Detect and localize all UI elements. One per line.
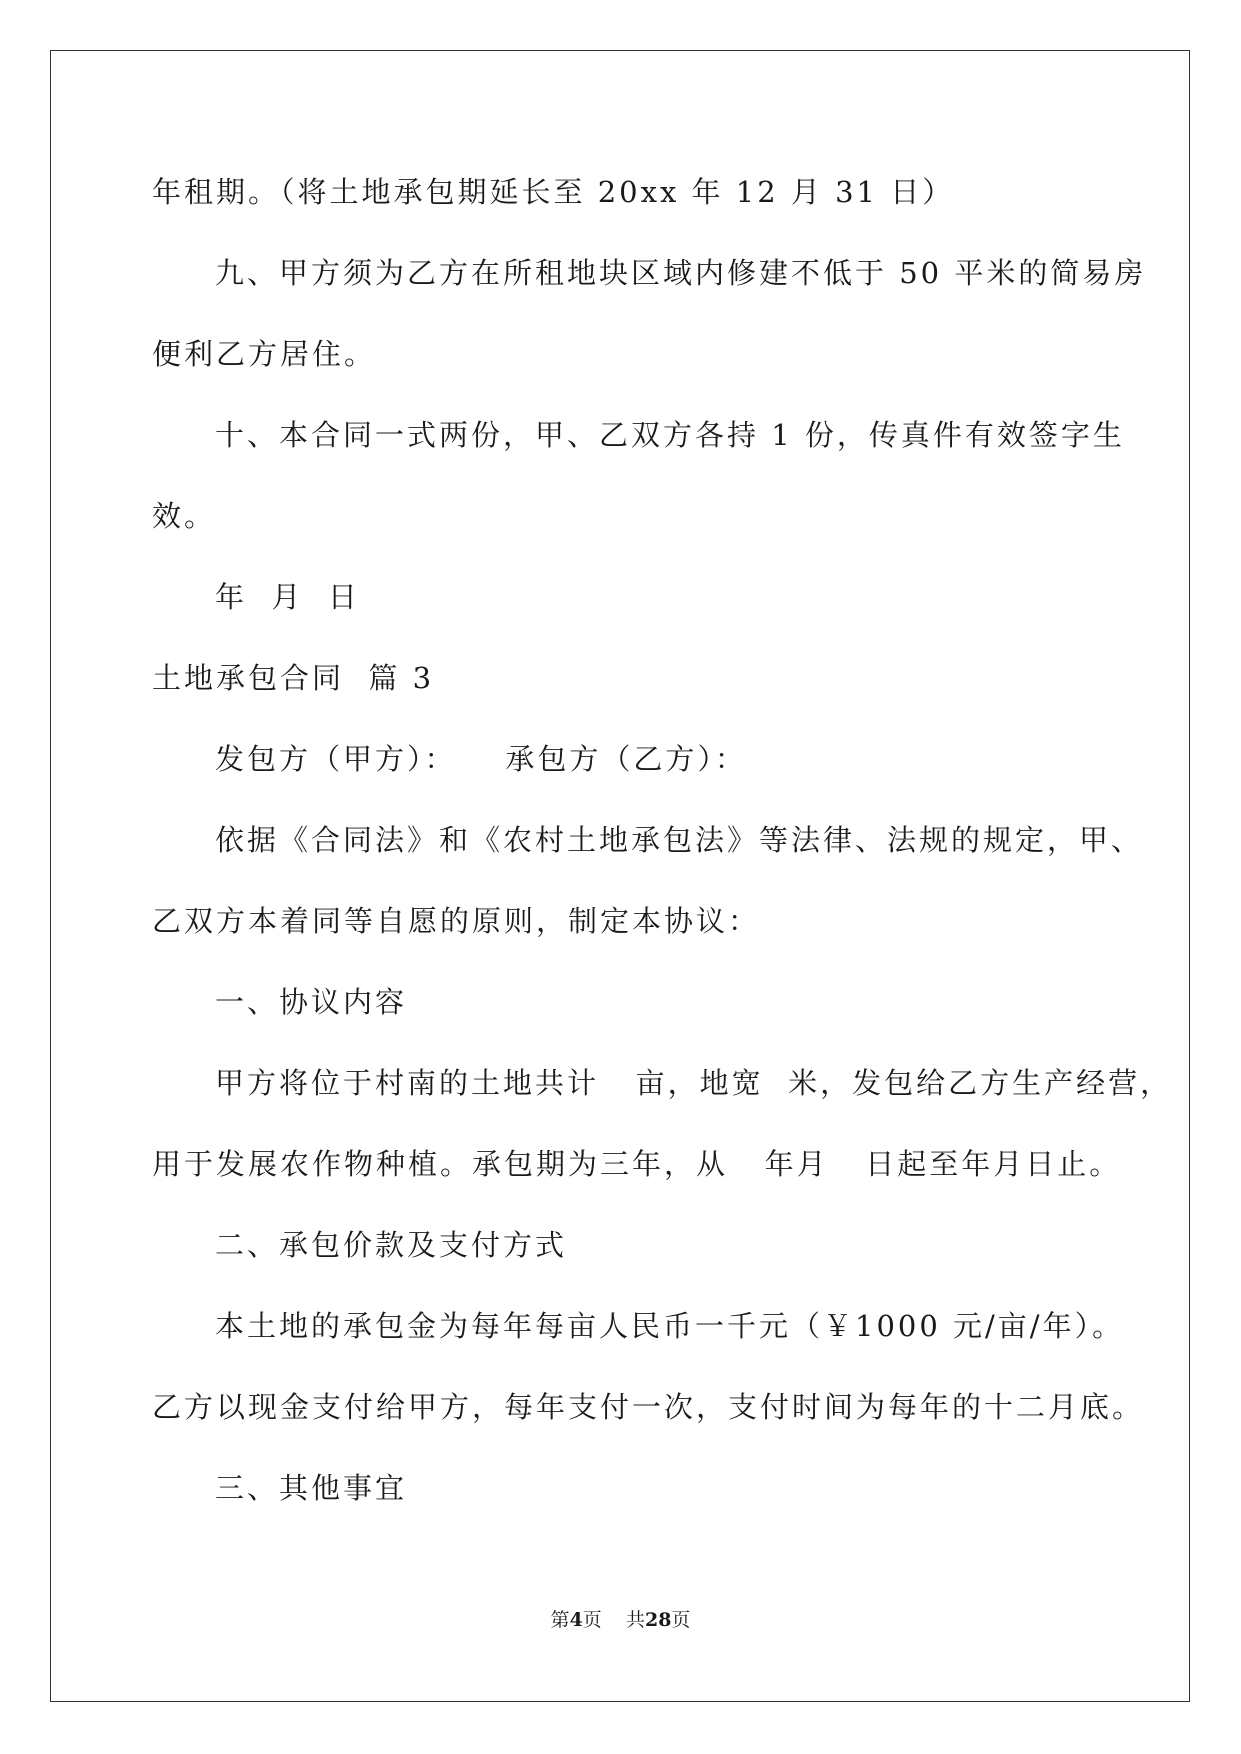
preamble: 依据《合同法》和《农村土地承包法》等法律、法规的规定，甲、	[215, 823, 1144, 857]
page-border	[50, 50, 1190, 1702]
parties-line: 发包方（甲方）： 承包方（乙方）：	[215, 742, 747, 776]
body-line: 用于发展农作物种植。承包期为三年，从 年月 日起至年月日止。	[152, 1147, 1122, 1181]
footer-suffix: 页	[671, 1609, 691, 1631]
body-line: 本土地的承包金为每年每亩人民币一千元（￥1000 元/亩/年）。	[215, 1309, 1125, 1343]
heading-agreement-content: 一、协议内容	[215, 985, 408, 1019]
body-line: 乙双方本着同等自愿的原则，制定本协议：	[152, 904, 761, 938]
footer-prefix: 第	[550, 1609, 570, 1631]
date-line: 年 月 日	[215, 580, 360, 614]
heading-other-matters: 三、其他事宜	[215, 1471, 408, 1505]
total-page-number: 28	[644, 1609, 672, 1631]
body-line: 乙方以现金支付给甲方，每年支付一次，支付时间为每年的十二月底。	[152, 1390, 1145, 1424]
body-line: 效。	[152, 499, 217, 533]
section-title: 土地承包合同 篇 3	[152, 661, 435, 695]
body-line: 甲方将位于村南的土地共计 亩，地宽 米，发包给乙方生产经营，	[215, 1066, 1173, 1100]
clause-nine: 九、甲方须为乙方在所租地块区域内修建不低于 50 平米的简易房	[215, 256, 1147, 290]
clause-ten: 十、本合同一式两份，甲、乙双方各持 1 份，传真件有效签字生	[215, 418, 1125, 452]
page-number-footer	[0, 1608, 1241, 1632]
body-line: 年租期。（将土地承包期延长至 20xx 年 12 月 31 日）	[152, 175, 955, 209]
heading-payment: 二、承包价款及支付方式	[215, 1228, 568, 1262]
body-line: 便利乙方居住。	[152, 337, 377, 371]
footer-mid: 页 共	[582, 1609, 645, 1631]
current-page-number: 4	[569, 1609, 583, 1631]
